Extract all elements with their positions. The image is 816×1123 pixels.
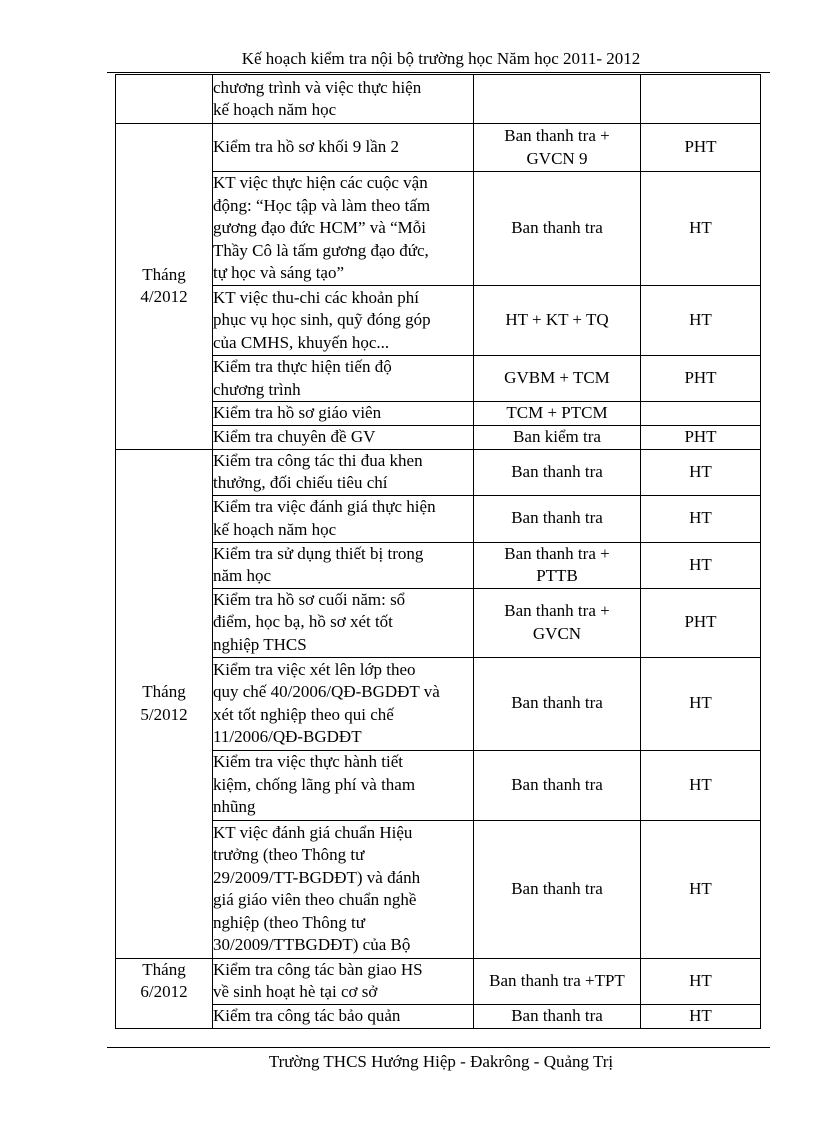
responsible-cell: Ban thanh tra + GVCN — [474, 588, 641, 657]
task-cell: Kiểm tra việc đánh giá thực hiện kế hoạch năm học — [213, 495, 474, 542]
responsible-cell: HT + KT + TQ — [474, 286, 641, 356]
task-cell: Kiểm tra hồ sơ giáo viên — [213, 402, 474, 426]
supervisor-cell: HT — [641, 820, 761, 958]
month-cell: Tháng 4/2012 — [116, 124, 213, 450]
table-row — [116, 495, 761, 542]
page-footer-text: Trường THCS Hướng Hiệp - Đakrông - Quảng Trị — [268, 1052, 614, 1071]
table-row — [116, 172, 761, 286]
table-row — [116, 958, 761, 1004]
task-cell: Kiểm tra công tác bàn giao HS về sinh hoạt hè tại cơ sở — [213, 958, 474, 1004]
table-row — [116, 750, 761, 820]
table-row — [116, 449, 761, 495]
inspection-plan-table — [115, 74, 761, 1029]
supervisor-cell: HT — [641, 657, 761, 750]
table-row — [116, 820, 761, 958]
task-cell: chương trình và việc thực hiện kế hoạch năm học — [213, 75, 474, 124]
table-row — [116, 426, 761, 450]
task-cell: Kiểm tra thực hiện tiến độ chương trình — [213, 356, 474, 402]
page-header-title: Kế hoạch kiểm tra nội bộ trường học Năm học 2011- 2012 — [241, 49, 641, 68]
responsible-cell: Ban thanh tra — [474, 657, 641, 750]
table-row — [116, 402, 761, 426]
task-cell: Kiểm tra sử dụng thiết bị trong năm học — [213, 542, 474, 588]
footer-rule — [107, 1047, 770, 1048]
supervisor-cell — [641, 75, 761, 124]
task-cell: Kiểm tra công tác thi đua khen thưởng, đối chiếu tiêu chí — [213, 449, 474, 495]
table-row — [116, 657, 761, 750]
table-row — [116, 124, 761, 172]
task-cell: KT việc thực hiện các cuộc vận động: “Học tập và làm theo tấm gương đạo đức HCM” và “Mỗi Thầy Cô là tấm gương đạo đức, tự học và sáng tạo” — [213, 172, 474, 286]
table-row — [116, 1004, 761, 1028]
supervisor-cell: HT — [641, 958, 761, 1004]
responsible-cell: Ban thanh tra — [474, 1004, 641, 1028]
responsible-cell: Ban thanh tra — [474, 495, 641, 542]
table-row — [116, 75, 761, 124]
table-row — [116, 588, 761, 657]
responsible-cell — [474, 75, 641, 124]
supervisor-cell: HT — [641, 495, 761, 542]
supervisor-cell: HT — [641, 750, 761, 820]
table-row — [116, 356, 761, 402]
responsible-cell: Ban thanh tra — [474, 449, 641, 495]
supervisor-cell: PHT — [641, 124, 761, 172]
task-cell: Kiểm tra việc xét lên lớp theo quy chế 40/2006/QĐ-BGDĐT và xét tốt nghiệp theo qui chế 11/2006/QĐ-BGDĐT — [213, 657, 474, 750]
table-row — [116, 542, 761, 588]
supervisor-cell: PHT — [641, 588, 761, 657]
task-cell: KT việc đánh giá chuẩn Hiệu trưởng (theo Thông tư 29/2009/TT-BGDĐT) và đánh giá giáo viên theo chuẩn nghề nghiệp (theo Thông tư 30/2009/TTBGDĐT) của Bộ — [213, 820, 474, 958]
task-cell: Kiểm tra hồ sơ khối 9 lần 2 — [213, 124, 474, 172]
supervisor-cell: HT — [641, 286, 761, 356]
responsible-cell: Ban thanh tra + GVCN 9 — [474, 124, 641, 172]
task-cell: Kiểm tra công tác bảo quản — [213, 1004, 474, 1028]
supervisor-cell: HT — [641, 172, 761, 286]
responsible-cell: Ban thanh tra +TPT — [474, 958, 641, 1004]
month-cell: Tháng 5/2012 — [116, 449, 213, 958]
supervisor-cell: PHT — [641, 356, 761, 402]
month-cell — [116, 75, 213, 124]
task-cell: Kiểm tra việc thực hành tiết kiệm, chống lãng phí và tham nhũng — [213, 750, 474, 820]
responsible-cell: Ban thanh tra — [474, 172, 641, 286]
supervisor-cell: HT — [641, 449, 761, 495]
month-cell: Tháng 6/2012 — [116, 958, 213, 1028]
table-row — [116, 286, 761, 356]
supervisor-cell: HT — [641, 1004, 761, 1028]
responsible-cell: Ban thanh tra — [474, 820, 641, 958]
task-cell: Kiểm tra chuyên đề GV — [213, 426, 474, 450]
supervisor-cell — [641, 402, 761, 426]
responsible-cell: Ban thanh tra — [474, 750, 641, 820]
supervisor-cell: HT — [641, 542, 761, 588]
header-rule — [107, 72, 770, 73]
task-cell: KT việc thu-chi các khoản phí phục vụ học sinh, quỹ đóng góp của CMHS, khuyến học... — [213, 286, 474, 356]
supervisor-cell: PHT — [641, 426, 761, 450]
task-cell: Kiểm tra hồ sơ cuối năm: sổ điểm, học bạ, hồ sơ xét tốt nghiệp THCS — [213, 588, 474, 657]
responsible-cell: Ban thanh tra + PTTB — [474, 542, 641, 588]
responsible-cell: TCM + PTCM — [474, 402, 641, 426]
responsible-cell: Ban kiểm tra — [474, 426, 641, 450]
responsible-cell: GVBM + TCM — [474, 356, 641, 402]
